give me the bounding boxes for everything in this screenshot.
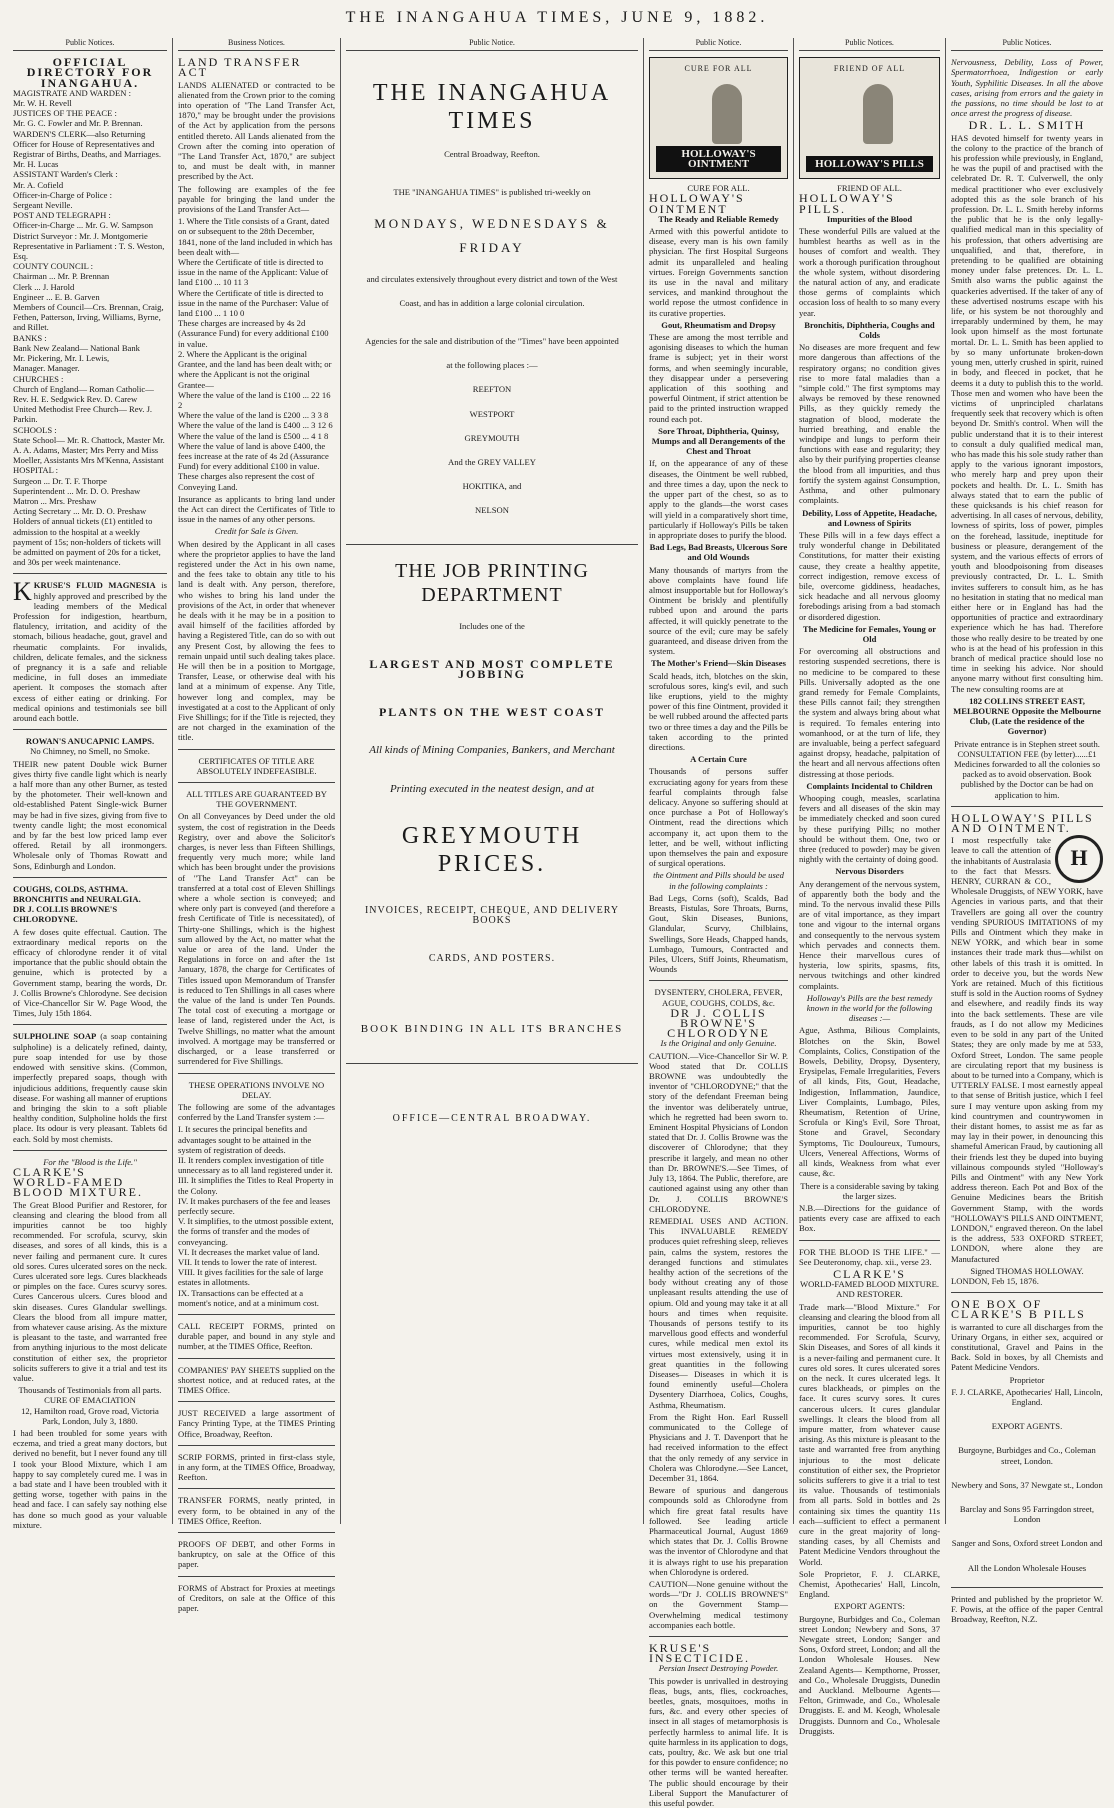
insecticide-subtitle: Persian Insect Destroying Powder. (658, 1663, 779, 1674)
chlorodyne-remedy: REMEDIAL USES AND ACTION. This INVALUABLE REMEDY produces quiet refreshing sleep, relieves pain, calms the system, restores the deranged functions and stimulates healthy action of the secretions of the body without creating any of those unpleasant results attending the use of opium. Old and young may take it at all hours and times when requisite. Thousands of persons testify to its marvellous good effects and wonderful cures, while medical men extol its virtues most extensively, using it in great quantities in the following Diseases— Diseases in which it is found eminently useful—Cholera Dysentery Diarrhoea, Colics, Coughs, Asthma, Rheumatism. (649, 1215, 788, 1410)
clarke-body: Trade mark—"Blood Mixture." For cleansing and clearing the blood from all impurities, cannot be too highly recommended. For Scrofula, Scurvy, Skin Diseases, and Sores of all kinds it is a never-failing and permanent cure. It cures old sores. It cures ulcerated sores on the neck. It cures ulcerated legs. It cures blackheads, or pimples on the face. It cures scurvy sores. It cures cancerous ulcers. It cures glandular swellings. It clears the blood from all impure matter, from whatever cause arising. As this mixture is pleasant to the taste and warranted free from anything injurious to the most delicate constitution of either sex, the Proprietor solicits sufferers to give it a trial to test its value. Thousands of testimonials from all parts. Sold in bottles and 2s containing six times the quantity 11s each—sufficient to effect a permanent cure in the great majority of long-standing cases, by all Chemists and Patent Medicine Vendors throughout the World. (799, 1301, 940, 1567)
directory-line: United Methodist Free Church— Rev. J. Parkin. (13, 404, 153, 425)
directory-line: Engineer ... E. B. Garven (13, 291, 100, 302)
figure-icon (863, 84, 893, 144)
lamp-title: ROWAN'S ANUCAPNIC LAMPS. (25, 736, 155, 747)
ointment-section-6-head: A Certain Cure (690, 754, 747, 765)
directory-line: State School— Mr. R. Chattock, Master Mr. A. A. Adams, Master; Mrs Perry and Miss Moeller, Assistants Mrs M'Kenna, Assistant (13, 434, 165, 466)
fee-line: These charges are increased by 4s 2d (Assurance Fund) for every additional £100 in value. (178, 318, 329, 349)
ad-forms: FORMS of Abstract for Proxies at meetings of Creditors, on sale at the Office of this paper. (178, 1582, 335, 1614)
divider (951, 1587, 1103, 1588)
credit-body: When desired by the Applicant in all cases where the proprietor applies to have the land registered under the Act in his own name, and the fees take to obtain any title to his land is dealt with. Any person, therefore, who wishes to bring his land under the provisions of the Act, in order that whenever he deals with it he may be in a position to avail himself of the facilities afforded by having a Registered Title, can do so with out any Present Cost, by allowing the fees to remain unpaid until such dealing takes place. He will then be in a position to Mortgage, Transfer, Lease, or otherwise deal with his land at a minimum of expense. Any Title, however long and complex, may be investigated at a cost to the Applicant of only Five Shillings; for if the Title is rejected, they are not charged in the examination of the title. (178, 538, 335, 743)
operation-item: VIII. It gives facilities for the sale of large estates in allotments. (178, 1267, 324, 1288)
divider (178, 1073, 335, 1074)
pills-section-3-head: Debility, Loss of Appetite, Headache, and Lowness of Spirits (802, 507, 937, 528)
place-name: WESTPORT (469, 408, 515, 419)
kruse-title: KRUSE'S FLUID MAGNESIA (33, 580, 156, 591)
holloway-title: HOLLOWAY'S PILLS AND OINTMENT. (951, 810, 1094, 836)
insurance-body: Insurance as applicants to bring land under the Act can direct the Certificates of Title to issue in the names of any other persons. (178, 493, 335, 525)
directory-line: Acting Secretary ... Mr. D. O. Preshaw (13, 506, 147, 517)
chlorodyne-caution-2: CAUTION—None genuine without the words—"Dr J. COLLIS BROWNE'S" on the Government Stamp—Overwhelming medical testimony accompanies each bottle. (649, 1579, 788, 1630)
clarke-name: CLARKE'S (833, 1266, 906, 1281)
pills-section-5-body: Whooping cough, measles, scarlatina fevers and all diseases of the skin may be immediately checked and soon cured by these purifying Pills; no mother should be without them. One, two or three (reduced to powder) may be given nightly with the certainty of doing good. (799, 792, 940, 865)
directory-line: Clerk ... J. Harold (13, 281, 75, 292)
divider (346, 544, 638, 545)
pills-section-4-head: The Medicine for Females, Young or Old (802, 623, 937, 644)
pills-section-2-head: Bronchitis, Diphtheria, Coughs and Colds (804, 319, 935, 341)
letter-address: 12, Hamilton road, Grove road, Victoria Park, London, July 3, 1880. (21, 1405, 159, 1426)
masthead: THE INANGAHUA TIMES, JUNE 9, 1882. (345, 9, 769, 26)
fee-line: 2. Where the Applicant is the original Grantee, and the land has been dealt with; or where the Applicant is not the original Grantee— (178, 348, 332, 390)
directory-line: SCHOOLS : (13, 424, 57, 435)
export-agent: Newbery and Sons, 37 Newgate st., London (951, 1479, 1103, 1490)
includes-line: Includes one of the (459, 620, 525, 631)
directory-line: COUNTY COUNCIL : (13, 261, 94, 272)
pills-engraving (799, 57, 940, 179)
pills-section-4-body: For overcoming all obstructions and restoring suspended secretions, there is no medicine to be compared to these Pills. Universally adopted as the one grand remedy for Female Complaints, these Pills cannot fail; they strengthen the system and always bring about what is required. To females entering into womanhood, or at the turn of life, they are invaluable, being a perfect safeguard against dropsy, headache, palpitation of the heart and all nervous affections often distressing at those periods. (799, 646, 940, 779)
divider (178, 749, 335, 750)
directory-line: Manager. Manager. (13, 363, 80, 374)
export-agent: Barclay and Sons 95 Farringdon street, London (959, 1504, 1095, 1525)
fee-line: Where the Certificate of title is directed to issue in the name of the Purchaser: Value of land £100 ... 1 10 0 (178, 287, 329, 319)
directory-line: POST AND TELEGRAPH : (13, 210, 111, 221)
ointment-section-4-head: Bad Legs, Bad Breasts, Ulcerous Sore and Old Wounds (649, 542, 788, 563)
page-columns (8, 38, 1108, 1808)
dysentery-line-1: DYSENTERY, CHOLERA, FEVER, (654, 987, 783, 998)
directory-line: Representative in Parliament : T. S. Weston, Esq. (13, 240, 165, 262)
directory-line: HOSPITAL : (13, 465, 59, 476)
cards-line: CARDS, AND POSTERS. (428, 953, 556, 965)
fee-line: Where the value of the land is £400 ... 3 12 6 (178, 420, 333, 431)
publisher-footer: Printed and published by the proprietor W. F. Powis, at the office of the paper Central Broadway, Reefton, N.Z. (951, 1593, 1103, 1625)
directory-line: Mr. A. Cofield (13, 179, 64, 190)
directory-line: MAGISTRATE AND WARDEN : (13, 87, 132, 98)
directory-line: Mr. W. H. Revell (13, 98, 72, 109)
letter-body: I had been troubled for some years with eczema, and tried a great many doctors, but derived no benefit, but I never found any till I took your Blood Mixture, which I am happy to say completely cured me. I was in a bad state and I have been troubled with it getting worse, together with pains in the head and face. I can safely say nothing else has done so much good as your valuable mixture. (13, 1428, 167, 1530)
divider (951, 1292, 1103, 1293)
invoices-line: INVOICES, RECEIPT, CHEQUE, AND DELIVERY BOOKS (364, 904, 620, 927)
column-1 (8, 38, 173, 1530)
divider (178, 1488, 335, 1489)
operations-list (178, 1124, 335, 1308)
place-name: And the GREY VALLEY (448, 457, 536, 468)
directory-list (13, 88, 167, 568)
divider (13, 729, 167, 730)
operation-item: III. It simplifies the Titles to Real Property in the Colony. (178, 1175, 334, 1196)
directory-line: Members of Council—Crs. Brennan, Craig, Fethen, Patterson, Irving, Williams, Byrne, and Rillet. (13, 302, 164, 333)
column-header: Public Notices. (951, 38, 1103, 51)
clarke-line-3: BLOOD MIXTURE. (13, 1185, 143, 1200)
divider (178, 1358, 335, 1359)
directory-line: CHURCHES : (13, 373, 64, 384)
saving-note: There is a considerable saving by taking the larger sizes. (800, 1180, 939, 1201)
pills-section-6-head: Nervous Disorders (835, 866, 904, 877)
smith-body: HAS devoted himself for twenty years in the colony to the practice of the branch of his profession while previously, in England, he was the pupil of and practised with the celebrated Dr. R. T. Culverwell, the only medical practitioner who ever exclusively adopted this as the sole branch of his profession. Dr. L. L. Smith hereby informs the public that he is the only legally-qualified medical man in this speciality of his profession, that others advertising are unqualified, and that, therefore, in pretending to be qualified are obtaining money under false pretences. Dr. L. L. Smith also warns the public against the quackeries advertised. If the taker of any of these advertised nostrums escape with his life, or his system be not thoroughly and irreparably undermined by them, he may look upon himself as the most fortunate mortal. Dr. L. L. Smith has been applied to by so many unfortunate broken-down young men, utterly crushed in spirit, ruined in body, and fleeced in pocket, that he deems it a duty to publish this to the world. Those men and women who have been the victims of unprincipled charlatans frequently seek that recovery which is often beyond Dr. Smith's control. When will the public understand that it is to their interest to consult a duly qualified medical man, who has made this his sole study rather than apply to the various ignorant impostors, who merely harp and prey upon their pockets and health. Dr. L. L. Smith has always stated that to earn the public of these quicksands is his chief reason for advertising. In all cases of nervous, debility, lowness of spirits, loss of power, pimples on the forehead, lassitude, ineptitude for business or pleasure, derangement of the system, and the various effects of errors of youth and bloodpoisoning from diseases previously contracted, Dr. L. L. Smith invites sufferers to consult him, as he has no hesitation in stating that no medical man either here or in England has had the opportunities of practice and extraordinary experience which he has had. Therefore those who really desire to be treated by one who is at the head of his profession in this branch of medical practice should lose no time in seeking his advice. Nor should anyone marry without first consulting him. The new consulting rooms are at (951, 132, 1103, 694)
divider (649, 980, 788, 981)
directory-line: District Surveyor : Mr. J. Montgomerie (13, 230, 148, 241)
column-6 (946, 38, 1108, 1625)
directory-line: JUSTICES OF THE PEACE : (13, 108, 117, 119)
fee-line: Where the value of the land is £100 ... 22 16 2 (178, 389, 331, 410)
complaints-list: Bad Legs, Corns (soft), Scalds, Bad Breasts, Fistulas, Sore Throats, Burns, Gout, Skin Diseases, Bunions, Glandular, Scurvy, Chilblains, Swellings, Sore Heads, Chapped hands, Lumbago, Tumours, Contracted and Piles, Ulcers, Stiff Joints, Rheumatism, Wounds (649, 892, 788, 975)
chlorodyne-russell: From the Right Hon. Earl Russell communicated to the College of Physicians and J. T. Davenport that he had received information to the effect that the only remedy of any service in Cholera was Chlorodyne.—See Lancet, December 31, 1864. (649, 1411, 788, 1483)
directory-line: Superintendent ... Mr. D. O. Preshaw (13, 485, 141, 496)
guarantee-heading: ALL TITLES ARE GUARANTEED BY (186, 789, 327, 800)
plants-line: PLANTS ON THE WEST COAST (378, 705, 606, 720)
export-agent: All the London Wholesale Houses (967, 1562, 1087, 1573)
pills-title: HOLLOWAY'S PILLS. (799, 191, 895, 216)
column-header: Public Notice. (346, 38, 638, 51)
directory-title: OFFICIAL DIRECTORY FOR INANGAHUA. (26, 55, 154, 90)
directory-line: ASSISTANT Warden's Clerk : (13, 169, 118, 180)
ointment-section-5-head: The Mother's Friend—Skin Diseases (651, 658, 786, 669)
ointment-section-3-head: Sore Throat, Diphtheria, Quinsy, Mumps and all Derangements of the Chest and Throat (651, 425, 786, 457)
ad-transfer: TRANSFER FORMS, neatly printed, in every form, to be obtained in any of the TIMES Office, Reefton. (178, 1495, 335, 1526)
guarantee-body: On all Conveyances by Deed under the old system, the cost of registration in the Deeds Registry, over and above the Solicitor's charges, is never less than Fifteen Shillings, frequently very much more; while land which has been brought under the provisions of "The Land Transfer Act" can be transferred at a total cost of Eleven Shillings where a whole section is conveyed; and where only part is conveyed (and therefore a fresh Certificate of Title is necessitated), of Thirty-one Shillings, which is the highest sum allowed by the Act, no matter what the value or area of the land. Under the Regulations in force on and after the 1st January, 1878, the charge for Certificates of Titles issued upon Memorandum of Transfer is reduced to Ten Shillings in all cases where the value of the land is under Ten Pounds. The total cost of executing a mortgage or lease of land, registered under the Act, is Twelve Shillings, no matter what the amount involved. A mortgage may be transferred or discharged, or a lease transferred or surrendered for Five Shillings. (178, 811, 335, 1067)
ointment-title: HOLLOWAY'S OINTMENT (649, 191, 745, 216)
proprietor-heading: Proprietor (1009, 1374, 1045, 1385)
pills-section-3-body: These Pills will in a few days effect a truly wonderful change in Debilitated Constitutions, for matter their existing cause, they create a healthy appetite, correct indigestion, remove excess of bile, overcome giddiness, headaches, sick headache and all nervous gloomy forebodings arising from a bad stomach or disordered digestion. (799, 529, 940, 622)
pills-section-5-head: Complaints Incidental to Children (806, 780, 933, 791)
insecticide-title: KRUSE'S INSECTICIDE. (649, 1641, 750, 1666)
place-name: HOKITIKA, and (462, 481, 522, 492)
certificates-heading: CERTIFICATES OF TITLE ARE (198, 755, 315, 766)
directory-line: Holders of annual tickets (£1) entitled to admission to the hospital at a weekly payment of 15s; non-holders of tickets will be admitted on payment of 20s for a ticket, and 30s per week maintenance. (13, 516, 161, 568)
diseases-heading: Holloway's Pills are the best remedy known in the world for the following diseases :— (806, 992, 933, 1024)
complaints-heading: the Ointment and Pills should be used in the following complaints : (653, 870, 784, 891)
pills-section-1-head: Impurities of the Blood (826, 213, 913, 224)
fee-line: Where the value of the land is £200 ... 3 3 8 (178, 410, 329, 421)
certificates-heading-2: ABSOLUTELY INDEFEASIBLE. (196, 765, 317, 776)
operation-item: II. It renders complex investigation of title unnecessary as to all land registered under it. (178, 1154, 333, 1176)
clarke-pills-title: ONE BOX OF CLARKE'S B PILLS (951, 1297, 1086, 1322)
smith-title: DR. L. L. SMITH (968, 118, 1086, 133)
export-agent: Burgoyne, Burbidges and Co., Coleman street, London. (958, 1445, 1096, 1466)
ointment-section-1-body: Armed with this powerful antidote to disease, every man is his own family physician. The first Hospital Surgeons admit its unparalleled and healing virtues. Foreign Governments sanction its use in the naval and military services, and mankind throughout the world repose the utmost confidence in its curative properties. (649, 226, 788, 318)
smith-address: 182 COLLINS STREET EAST, MELBOURNE Opposite the Melbourne Club, (Late the residence of the Governor) (953, 695, 1101, 737)
pills-banner: HOLLOWAY'S PILLS (806, 156, 933, 172)
operation-item: I. It secures the principal benefits and advantages sought to be attained in the system of registration of deeds. (178, 1124, 312, 1155)
fee-line: These charges also represent the cost of Conveying Land. (178, 471, 315, 492)
clarke-pills-body: is warranted to cure all discharges from the Urinary Organs, in either sex, acquired or constitutional, Gravel and Pains in the Back. Sold in boxes, by all Chemists and Patent Medicine Vendors. (951, 1321, 1103, 1373)
largest-line: LARGEST AND MOST COMPLETE JOBBING (369, 656, 615, 682)
ad-proofs: PROOFS OF DEBT, and other Forms in bankruptcy, on sale at the Office of this paper. (178, 1539, 335, 1570)
export-agents-heading: EXPORT AGENTS: (834, 1601, 905, 1612)
arch-text: CURE FOR ALL (684, 64, 753, 74)
ointment-section-5-body: Scald heads, itch, blotches on the skin, scrofulous sores, king's evil, and such like eruptions, yield to the mighty power of this fine Ointment, provided it be well rubbed around the affected parts two or three times a day and the Pills be taken according to the printed directions. (649, 670, 788, 752)
figure-icon (712, 84, 742, 144)
clarke-subtitle: WORLD-FAMED BLOOD MIXTURE. (799, 1279, 939, 1290)
chlorodyne-caution: CAUTION.—Vice-Chancellor Sir W. P. Wood stated that Dr. COLLIS BROWNE was undoubtedly the inventor of "CHLORODYNE;" that the story of the defendant Freeman being the inventor was deliberately untrue, which he regretted had been sworn to. Eminent Hospital Physicians of London stated that Dr. J. Collis Browne was the discoverer of Chlorodyne; that they prescribe it largely, and mean no other than Dr. BROWNE'S.—See Times, of July 13, 1864. The Public, therefore, are cautioned against using any other than Dr. J. COLLIS BROWNE'S CHLORODYNE. (649, 1050, 788, 1214)
places-intro: at the following places :— (446, 360, 538, 371)
directory-line: Officer-in-Charge of Police : (13, 189, 113, 200)
column-4 (644, 38, 794, 1808)
fee-list (178, 216, 335, 491)
directory-line: Bank New Zealand— National Bank (13, 342, 140, 353)
operation-item: VII. It tends to lower the rate of interest. (178, 1256, 317, 1267)
credit-heading: Credit for Sale is Given. (214, 526, 299, 537)
place-name: NELSON (475, 505, 509, 516)
place-name: GREYMOUTH (464, 432, 520, 443)
operations-heading: THESE OPERATIONS INVOLVE NO DELAY. (188, 1079, 325, 1100)
ad-scrip: SCRIP FORMS, printed in first-class style, in any form, at the TIMES Office, Broadway, Reefton. (178, 1451, 335, 1483)
fee-line: 1. Where the Title consists of a Grant, dated on or subsequent to the 28th December, 1841, none of the land included in which has been dealt with— (178, 216, 333, 257)
ointment-engraving (649, 57, 788, 179)
divider (178, 1576, 335, 1577)
divider (178, 1401, 335, 1402)
ad-call-receipt: CALL RECEIPT FORMS, printed on durable paper, and bound in any style and number, at the TIMES Office, Reefton. (178, 1320, 335, 1352)
drop-cap: K (13, 577, 32, 607)
directory-line: Mr. H. Lucas (13, 159, 59, 170)
column-header: Public Notice. (649, 38, 788, 51)
diseases-list: Ague, Asthma, Bilious Complaints, Blotches on the Skin, Bowel Complaints, Colics, Constipation of the Bowels, Debility, Dropsy, Dysentery, Erysipelas, Female Irregularities, Fevers of all kinds, Fits, Gout, Headache, Indigestion, Inflammation, Jaundice, Liver Complaints, Lumbago, Piles, Rheumatism, Retention of Urine, Scrofula or King's Evil, Sore Throat, Stone and Gravel, Secondary Symptoms, Tic Douloureux, Tumours, Ulcers, Venereal Affections, Worms of all kinds, Weakness from what ever cause, &c. (799, 1025, 940, 1179)
fee-line: Where the value of land is above £400, the fees increase at the rate of 4s 2d (Assurance Fund) for every additional £100 in value. (178, 440, 329, 472)
dysentery-line-2: AGUE, COUGHS, COLDS, &c. (662, 997, 775, 1008)
operations-intro: The following are some of the advantages conferred by the Land Transfer system :— (178, 1101, 335, 1123)
job-printing-title: THE JOB PRINTING DEPARTMENT (395, 559, 589, 606)
land-transfer-intro: LANDS ALIENATED or contracted to be alienated from the Crown prior to the coming into operation of "The Land Transfer Act, 1870," may be brought under the provisions of the Act by application from the persons entitled thereto. All Lands alienated from the Crown after the coming into operation of "The Land Transfer Act, 1870," are subject to, and must be dealt with, in manner prescribed by the Act. (178, 79, 335, 182)
circulation-line: and circulates extensively throughout every district and town of the West (366, 273, 618, 284)
insecticide-body: This powder is unrivalled in destroying fleas, bugs, ants, flies, cockroaches, beetles, gnats, mosquitoes, moths in furs, &c. and every other species of insect in all stages of metamorphosis is perfectly harmless to animal life. It is quite harmless in its application to dogs, cats, poultry, &c. We ask but one trial for this powder to ensure confidence; no other terms will be wanted hereafter. The public should encourage by their Liberal Support the Manufacturer of this useful powder. (649, 1675, 788, 1808)
book-binding-line: BOOK BINDING IN ALL ITS BRANCHES (360, 1023, 624, 1036)
ointment-section-1-head: The Ready and Reliable Remedy (658, 213, 779, 224)
column-3 (341, 38, 644, 1524)
publication-line: THE "INANGAHUA TIMES" is published tri-weekly on (393, 187, 591, 198)
column-header: Public Notices. (799, 38, 940, 51)
ointment-banner: HOLLOWAY'S OINTMENT (656, 146, 781, 172)
ointment-section-4-body: Many thousands of martyrs from the above complaints have found life almost insupportable but for Holloway's Ointment be briskly and plentifully rubbed upon and around the parts affected, it will quickly penetrate to the source of the evil; cure may be safely guaranteed, and disease driven from the system. (649, 564, 788, 657)
directory-line: Mr. Pickering, Mr. I. Lewis, (13, 353, 110, 364)
blood-heading: For the "Blood is the Life." (43, 1156, 137, 1167)
land-transfer-title: LAND TRANSFER ACT (178, 55, 302, 80)
agencies-line: Agencies for the sale and distribution of the "Times" have been appointed (365, 336, 619, 347)
directory-line: Matron ... Mrs. Preshaw (13, 495, 97, 506)
clarke-line-1: CLARKE'S (13, 1164, 86, 1179)
divider (178, 1532, 335, 1533)
directory-line: Church of England— Roman Catholic— (13, 383, 154, 394)
directory-line: Rev. H. E. Sedgwick Rev. D. Carew (13, 393, 138, 404)
ad-type: JUST RECEIVED a large assortment of Fancy Printing Type, at the TIMES Printing Office, Broadway, Reefton. (178, 1408, 335, 1439)
lamp-subtitle: No Chimney, no Smell, no Smoke. (30, 746, 150, 757)
coughs-body: A few doses quite effectual. Caution. The extraordinary medical reports on the efficacy of chlorodyne render it of vital importance that the public should obtain the genuine, which is protected by a Government stamp, bearing the words, Dr. J. Collis Browne's Chlorodyne. See decision of Vice-Chancellor Sir W. Page Wood, the Times, July 15th 1864. (13, 926, 167, 1019)
operation-item: IV. It makes purchasers of the fee and leases perfectly secure. (178, 1195, 331, 1216)
divider (13, 1150, 167, 1151)
ointment-section-3-body: If, on the appearance of any of these diseases, the Ointment be well rubbed, and three times a day, upon the neck to the upper part of the chest, so as to apply to the glands—the worst cases will yield in a comparatively short time, particularly if Holloway's Pills be taken in appropriate doses to purify the blood. (649, 458, 788, 540)
ointment-caption: CURE FOR ALL. (687, 183, 750, 194)
place-name: REEFTON (472, 384, 512, 395)
ad-pay-sheets: COMPANIES' PAY SHEETS supplied on the shortest notice, and at reduced rates, at the TIMES Office. (178, 1364, 335, 1395)
divider (178, 782, 335, 783)
directory-line: Surgeon ... Dr. T. F. Thorpe (13, 475, 107, 486)
publication-days: MONDAYS, WEDNESDAYS & FRIDAY (374, 215, 610, 255)
operation-item: V. It simplifies, to the utmost possible extent, the forms of transfer and the modes of conveyancing. (178, 1216, 334, 1247)
divider (13, 877, 167, 878)
soap-body: (a soap containing sulpholine) is a delicately refined, dainty, pure soap intended for use by those endowed with sensitive skins. (Common, imperfectly prepared soaps, though with injudicious additions, frequently cause skin disease. For washing all manner of eruptions and bringing the skin to a soft pliable healthy condition, Sulpholine holds the first place. Its odour is very pleasant. Tablets 6d each. Sold by most chemists. (13, 1031, 167, 1144)
clarke-proprietor: Sole Proprietor, F. J. CLARKE, Chemist, Apothecaries' Hall, Lincoln, England. (799, 1568, 940, 1600)
divider (346, 1063, 638, 1064)
divider (178, 1445, 335, 1446)
letter-heading: CURE OF EMACIATION (44, 1395, 136, 1406)
prices-line: GREYMOUTH PRICES. (401, 822, 583, 877)
column-5 (794, 38, 946, 1736)
column-header: Business Notices. (178, 38, 335, 51)
places-list (346, 384, 638, 515)
pills-section-6-body: Any derangement of the nervous system, of apparently both the body and the mind. To the nervous invalid these Pills are of vital importance, as they impart tone and vigour to the internal organs and consequently to the nervous system which pervades and connects them. Hence their marvellous cures of hysteria, low spirits, spasms, fits, nervous twitchings and other kindred complaints. (799, 878, 940, 991)
kruse-body: is highly approved and prescribed by the leading members of the Medical Profession for indigestion, heartburn, flatulency, irritation, and acidity of the stomach, bilious headache, gout, gravel and rheumatic complaints. For invalids, children, delicate females, and the sickness of pregnancy it is a safe and reliable medicine, in full doses an immediate aperient. It composes the stomach after excess of either eating or drinking. For medical opinions and testimonials see bill around each bottle. (13, 580, 167, 723)
kinds-line: All kinds of Mining Companies, Bankers, and Merchant (369, 744, 615, 757)
chlorodyne-name: CHLORODYNE (667, 1026, 770, 1041)
chlorodyne-piracy: Beware of spurious and dangerous compounds sold as Chlorodyne from which fire great fatal results have followed. See leading article Pharmaceutical Journal, August 1869 which states that Dr. J. Collis Browne was the inventor of Chlorodyne and that it is always right to use his preparation when Chlorodyne is ordered. (649, 1485, 788, 1577)
pills-section-1-body: These wonderful Pills are valued at the humblest hearths as well as in the houses of comfort and wealth. They work a thorough purification throughout the whole system, without disordering the natural action of any, and eradicate those germs of complaints which occasion loss of health to so many every year. (799, 226, 940, 318)
times-title: THE INANGAHUA TIMES (372, 80, 612, 135)
divider (951, 806, 1103, 807)
clarke-body: The Great Blood Purifier and Restorer, for cleansing and clearing the blood from all impurities cannot be too highly recommended. For scrofula, scurvy, skin diseases, and sores of all kinds, this is a never failing and permanent cure. It cures old sores. Cures ulcerated sores on the neck. Cures ulcerated sore legs. Cures blackheads or pimples on the face. Cures scurvy sores. Cures Cancerous ulcers. Cures blood and skin diseases. Cures Glandular swellings. Clears the blood from all impure matter, from whatever cause arising. As the mixture is pleasant to the taste, and warranted free from anything injurious to the most delicate constitution of either sex, the proprietor solicits sufferers to give it a trial and test its value. (13, 1199, 167, 1383)
smith-intro: Nervousness, Debility, Loss of Power, Spermatorrhoea, Indigestion or early Youth, Syphilitic Diseases. In all the above cases, arising from errors and the gaiety in the passions, no time should be lost to at once arrest the progress of disease. (951, 57, 1103, 119)
ointment-section-2-head: Gout, Rheumatism and Dropsy (661, 319, 776, 330)
fee-line: Where the value of the land is £500 ... 4 1 8 (178, 430, 329, 441)
soap-title: SULPHOLINE SOAP (13, 1031, 97, 1042)
column-2 (173, 38, 341, 1614)
coughs-line-2: BRONCHITIS and NEURALGIA. (13, 894, 141, 905)
export-agents-body: Burgoyne, Burbidges and Co., Coleman street London; Newbery and Sons, 37 Newgate street, London; Sanger and Sons, Oxford street, London; and all the London Wholesale Houses. New Zealand Agents— Kempthorne, Prosser, and Co., Wholesale Druggists, Dunedin and Auckland. Melbourne Agents— Felton, Grimwade, and Co., Wholesale Druggists. E. and M. Keogh, Wholesale Druggists. Dunnorn and Co., Wholesale Druggists. (799, 1613, 940, 1736)
circulation-line-2: Coast, and has in addition a large colonial circulation. (399, 297, 585, 308)
clarke-line-2: WORLD-FAMED (13, 1175, 125, 1190)
guarantee-heading-2: THE GOVERNMENT. (216, 799, 297, 810)
clarke-tail: Thousands of Testimonials from all parts. (18, 1385, 162, 1396)
holloway-signed: Signed THOMAS HOLLOWAY. (970, 1265, 1084, 1276)
directory-line: Officer-in-Charge ... Mr. G. W. Sampson (13, 220, 154, 231)
operation-item: IX. Transactions can be effected at a moment's notice, and at a minimum cost. (178, 1287, 319, 1308)
coughs-line-3: DR J. COLLIS BROWNE'S CHLORODYNE. (13, 904, 118, 925)
printing-line: Printing executed in the neatest design, and at (389, 782, 595, 795)
column-header: Public Notices. (13, 38, 167, 51)
holloway-body: I most respectfully take leave to call the attention of the inhabitants of Australasia to the fact that Messrs. HENRY, CURRAN & CO., Wholesale Druggists, of NEW YORK, have Agencies in various parts, and that their Travellers are going all over the country vending SPURIOUS IMITATIONS of my Pills and Ointment which they make in NEW YORK, and which bear in some instances their trade mark thus—whilst on other labels of this trash it is omitted. In order to deceive you, but the words New York are retained. Much of this fictitious stuff is sold in the Auction rooms of Sydney and elsewhere, and readily finds its way into the back settlements. These are vile frauds, as I do not allow my Medicines even to be sold in any part of the United States; they are only made by me at 533, Oxford Street, London. The same people are circulating report that my business is about to be turned into a Company, which is UTTERLY FALSE. I most earnestly appeal to that sense of British justice, which I feel sure I may venture upon asking from my kind countrymen and countrywomen in their distant homes, to assist me as far as may lay in their power, in denouncing this shameful American Fraud, by cautioning all their friends lest they be duped into buying villainous compounds styled "Holloway's Pills and Ointment" with any New York address thereon. Each Pot and Box of the Genuine Medicines bears the British Government Stamp, with the words "HOLLOWAY'S PILLS AND OINTMENT, LONDON," engraved thereon. On the label is the address, 533 OXFORD STREET, LONDON, where alone they are Manufactured (951, 835, 1103, 1264)
ointment-section-2-body: These are among the most terrible and agonising diseases to which the human frame is subject; yet in their worst forms, and when seemingly incurable, they disappear under a persevering application of this soothing and powerful Ointment, if strict attention be paid to the printed instruction wrapped round each pot. (649, 332, 788, 424)
operation-item: VI. It decreases the market value of land. (178, 1246, 320, 1257)
directory-line: BANKS : (13, 332, 47, 343)
pills-caption: FRIEND OF ALL. (837, 183, 902, 194)
directory-line: WARDEN'S CLERK—also Returning Officer for House of Representatives and Registrar of Births, Deaths, and Marriages. (13, 128, 161, 160)
export-agent: Sanger and Sons, Oxford street London and (951, 1538, 1103, 1549)
directory-line: Sergeant Neville. (13, 200, 73, 211)
divider (13, 1024, 167, 1025)
clarke-restorer: AND RESTORER. (836, 1289, 903, 1300)
holloway-date: LONDON, Feb 15, 1876. (951, 1275, 1039, 1286)
proprietor-name: F. J. CLARKE, Apothecaries' Hall, Lincoln, England. (951, 1386, 1103, 1407)
pills-section-2-body: No diseases are more frequent and few more dangerous than affections of the respiratory organs; no condition gives rise to more fatal maladies than a "simple cold." The first symptoms may always be removed by these renowned Pills, as they quickly remedy the stagnation of blood, moderate the hurried breathing, and enable the windpipe and lungs to perform their functions with ease and regularity; they also by their purifying properties cleanse the blood from all impurities, and thus fortify the system against Consumption, Asthma, and other pulmonary complaints. (799, 342, 940, 506)
coughs-line-1: COUGHS, COLDS, ASTHMA. (13, 883, 128, 894)
fees-intro: The following are examples of the fee payable for bringing the land under the provisions of the Land Transfer Act— (178, 183, 335, 215)
times-subtitle: Central Broadway, Reefton. (444, 149, 540, 160)
chlorodyne-title: DR J. COLLIS BROWNE'S (670, 1005, 767, 1031)
export-heading: EXPORT AGENTS. (991, 1421, 1063, 1432)
fee-line: Where the Certificate of title is directed to issue in the name of the Applicant: Value of land £100 ... 10 11 3 (178, 257, 329, 288)
smith-address-2: Private entrance is in Stephen street south. CONSULTATION FEE (by letter)......£1 Medicines forwarded to all the colonies so packed as to avoid observation. Book published by the Doctor can be had on application to him. (953, 738, 1101, 800)
divider (178, 1314, 335, 1315)
office-line: OFFICE—CENTRAL BROADWAY. (392, 1112, 592, 1124)
trademark-h-icon: H (1055, 835, 1103, 883)
ointment-section-6-body: Thousands of persons suffer excruciating agony for years from these fearful complaints through false delicacy. Anyone so suffering should at once purchase a Pot of Holloway's Ointment, read the directions which accompany it, act upon them to the letter, and be well, without inflicting upon themselves the pain and exposure of surgical operations. (649, 766, 788, 869)
divider (649, 1636, 788, 1637)
chlorodyne-original: Is the Original and only Genuine. (660, 1038, 777, 1049)
export-list (951, 1445, 1103, 1572)
lamp-body: THEIR new patent Double wick Burner gives thirty five candle light which is nearly a half more than any other Burner, as tested by the photometer. Their well-known and old-established Patent Single-wick Burner may be had in five sizes, giving from five to twenty candle light; the most economical and by far the best low priced lamp ever offered. Retail by all ironmongers. Wholesale only of Thomas Rowatt and Sons, Edinburgh and London. (13, 758, 167, 871)
divider (799, 1240, 940, 1241)
directory-line: Chairman ... Mr. P. Brennan (13, 271, 110, 282)
directory-line: Mr. G. C. Fowler and Mr. P. Brennan. (13, 118, 143, 129)
divider (13, 573, 167, 574)
nb-note: N.B.—Directions for the guidance of patients every case are affixed to each Box. (799, 1202, 940, 1234)
blood-heading: FOR THE BLOOD IS THE LIFE." —See Deuteronomy, chap. xii., verse 23. (799, 1246, 940, 1267)
arch-text: FRIEND OF ALL (833, 64, 906, 74)
